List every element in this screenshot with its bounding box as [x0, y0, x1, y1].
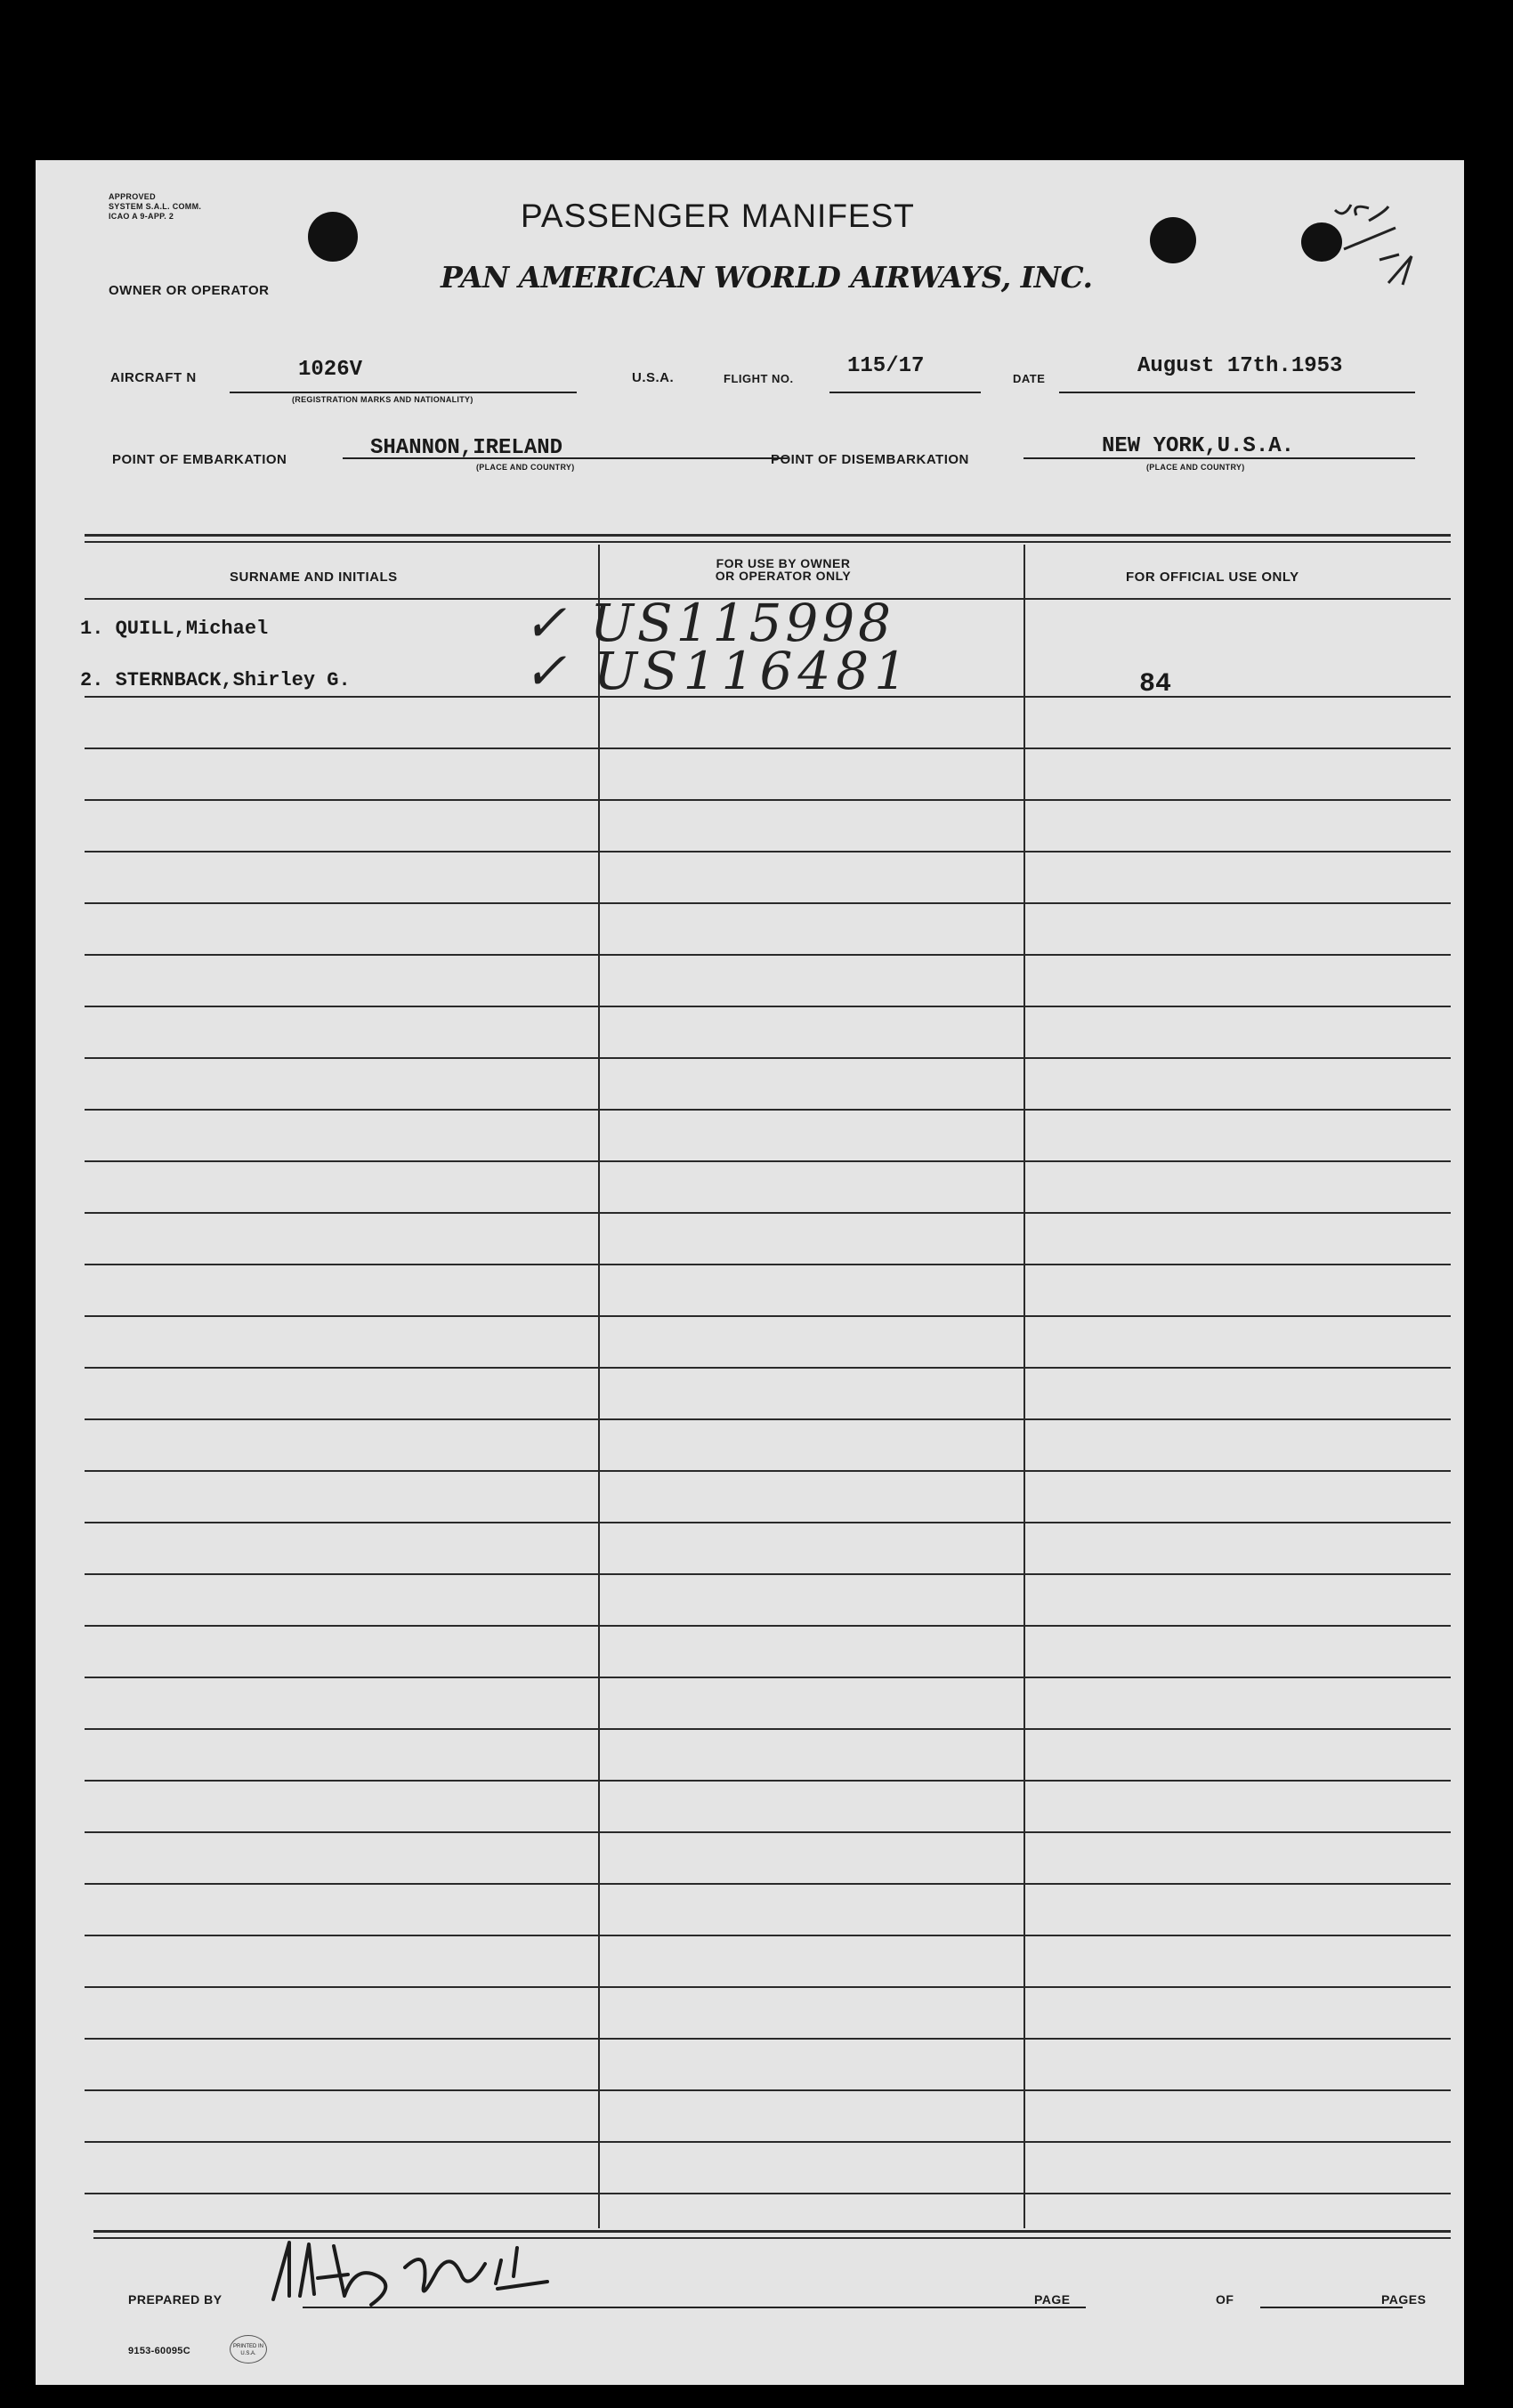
form-number: 9153-60095C: [128, 2346, 190, 2356]
embarkation-caption: (PLACE AND COUNTRY): [476, 463, 575, 472]
disembarkation-place: NEW YORK,U.S.A.: [1102, 434, 1295, 458]
printer-mark: PRINTED IN U.S.A.: [230, 2335, 267, 2364]
passenger-row-1-name: 1. QUILL,Michael: [80, 618, 269, 640]
passenger-row-2-official-use: 84: [1139, 669, 1172, 699]
operator-name: PAN AMERICAN WORLD AIRWAYS, INC.: [441, 260, 1093, 295]
flight-no-label: FLIGHT NO.: [724, 372, 794, 385]
of-label: OF: [1216, 2292, 1234, 2307]
usa-label: U.S.A.: [632, 370, 675, 385]
approval-note: APPROVED SYSTEM S.A.L. COMM. ICAO A 9-APP. 2: [109, 192, 202, 221]
date-label: DATE: [1013, 372, 1046, 385]
disembarkation-caption: (PLACE AND COUNTRY): [1146, 463, 1245, 472]
flight-number: 115/17: [847, 354, 925, 378]
page-label: PAGE: [1034, 2292, 1071, 2307]
aircraft-registration: 1026V: [298, 358, 363, 382]
form-title: PASSENGER MANIFEST: [521, 198, 915, 234]
punch-hole-left: [308, 212, 358, 262]
embarkation-place: SHANNON,IRELAND: [370, 436, 563, 460]
passenger-row-1-owner-number: ✓ US115998: [523, 593, 895, 653]
passenger-row-2-name: 2. STERNBACK,Shirley G.: [80, 669, 351, 691]
check-mark-scribble: [1317, 198, 1433, 322]
disembarkation-label: POINT OF DISEMBARKATION: [771, 452, 969, 467]
flight-date: August 17th.1953: [1137, 354, 1343, 378]
column-header-surname: SURNAME AND INITIALS: [230, 570, 398, 585]
owner-or-operator-label: OWNER OR OPERATOR: [109, 283, 270, 298]
passenger-row-2-owner-number: ✓ US116481: [523, 641, 913, 701]
manifest-sheet: [36, 160, 1464, 2385]
aircraft-label: AIRCRAFT N: [110, 370, 197, 385]
embarkation-label: POINT OF EMBARKATION: [112, 452, 287, 467]
punch-hole-right: [1150, 217, 1196, 263]
pages-label: PAGES: [1381, 2292, 1427, 2307]
column-header-owner-use: FOR USE BY OWNER OR OPERATOR ONLY: [715, 556, 852, 583]
prepared-by-label: PREPARED BY: [128, 2292, 222, 2307]
column-header-official-use: FOR OFFICIAL USE ONLY: [1126, 570, 1299, 585]
registration-caption: (REGISTRATION MARKS AND NATIONALITY): [292, 395, 473, 404]
